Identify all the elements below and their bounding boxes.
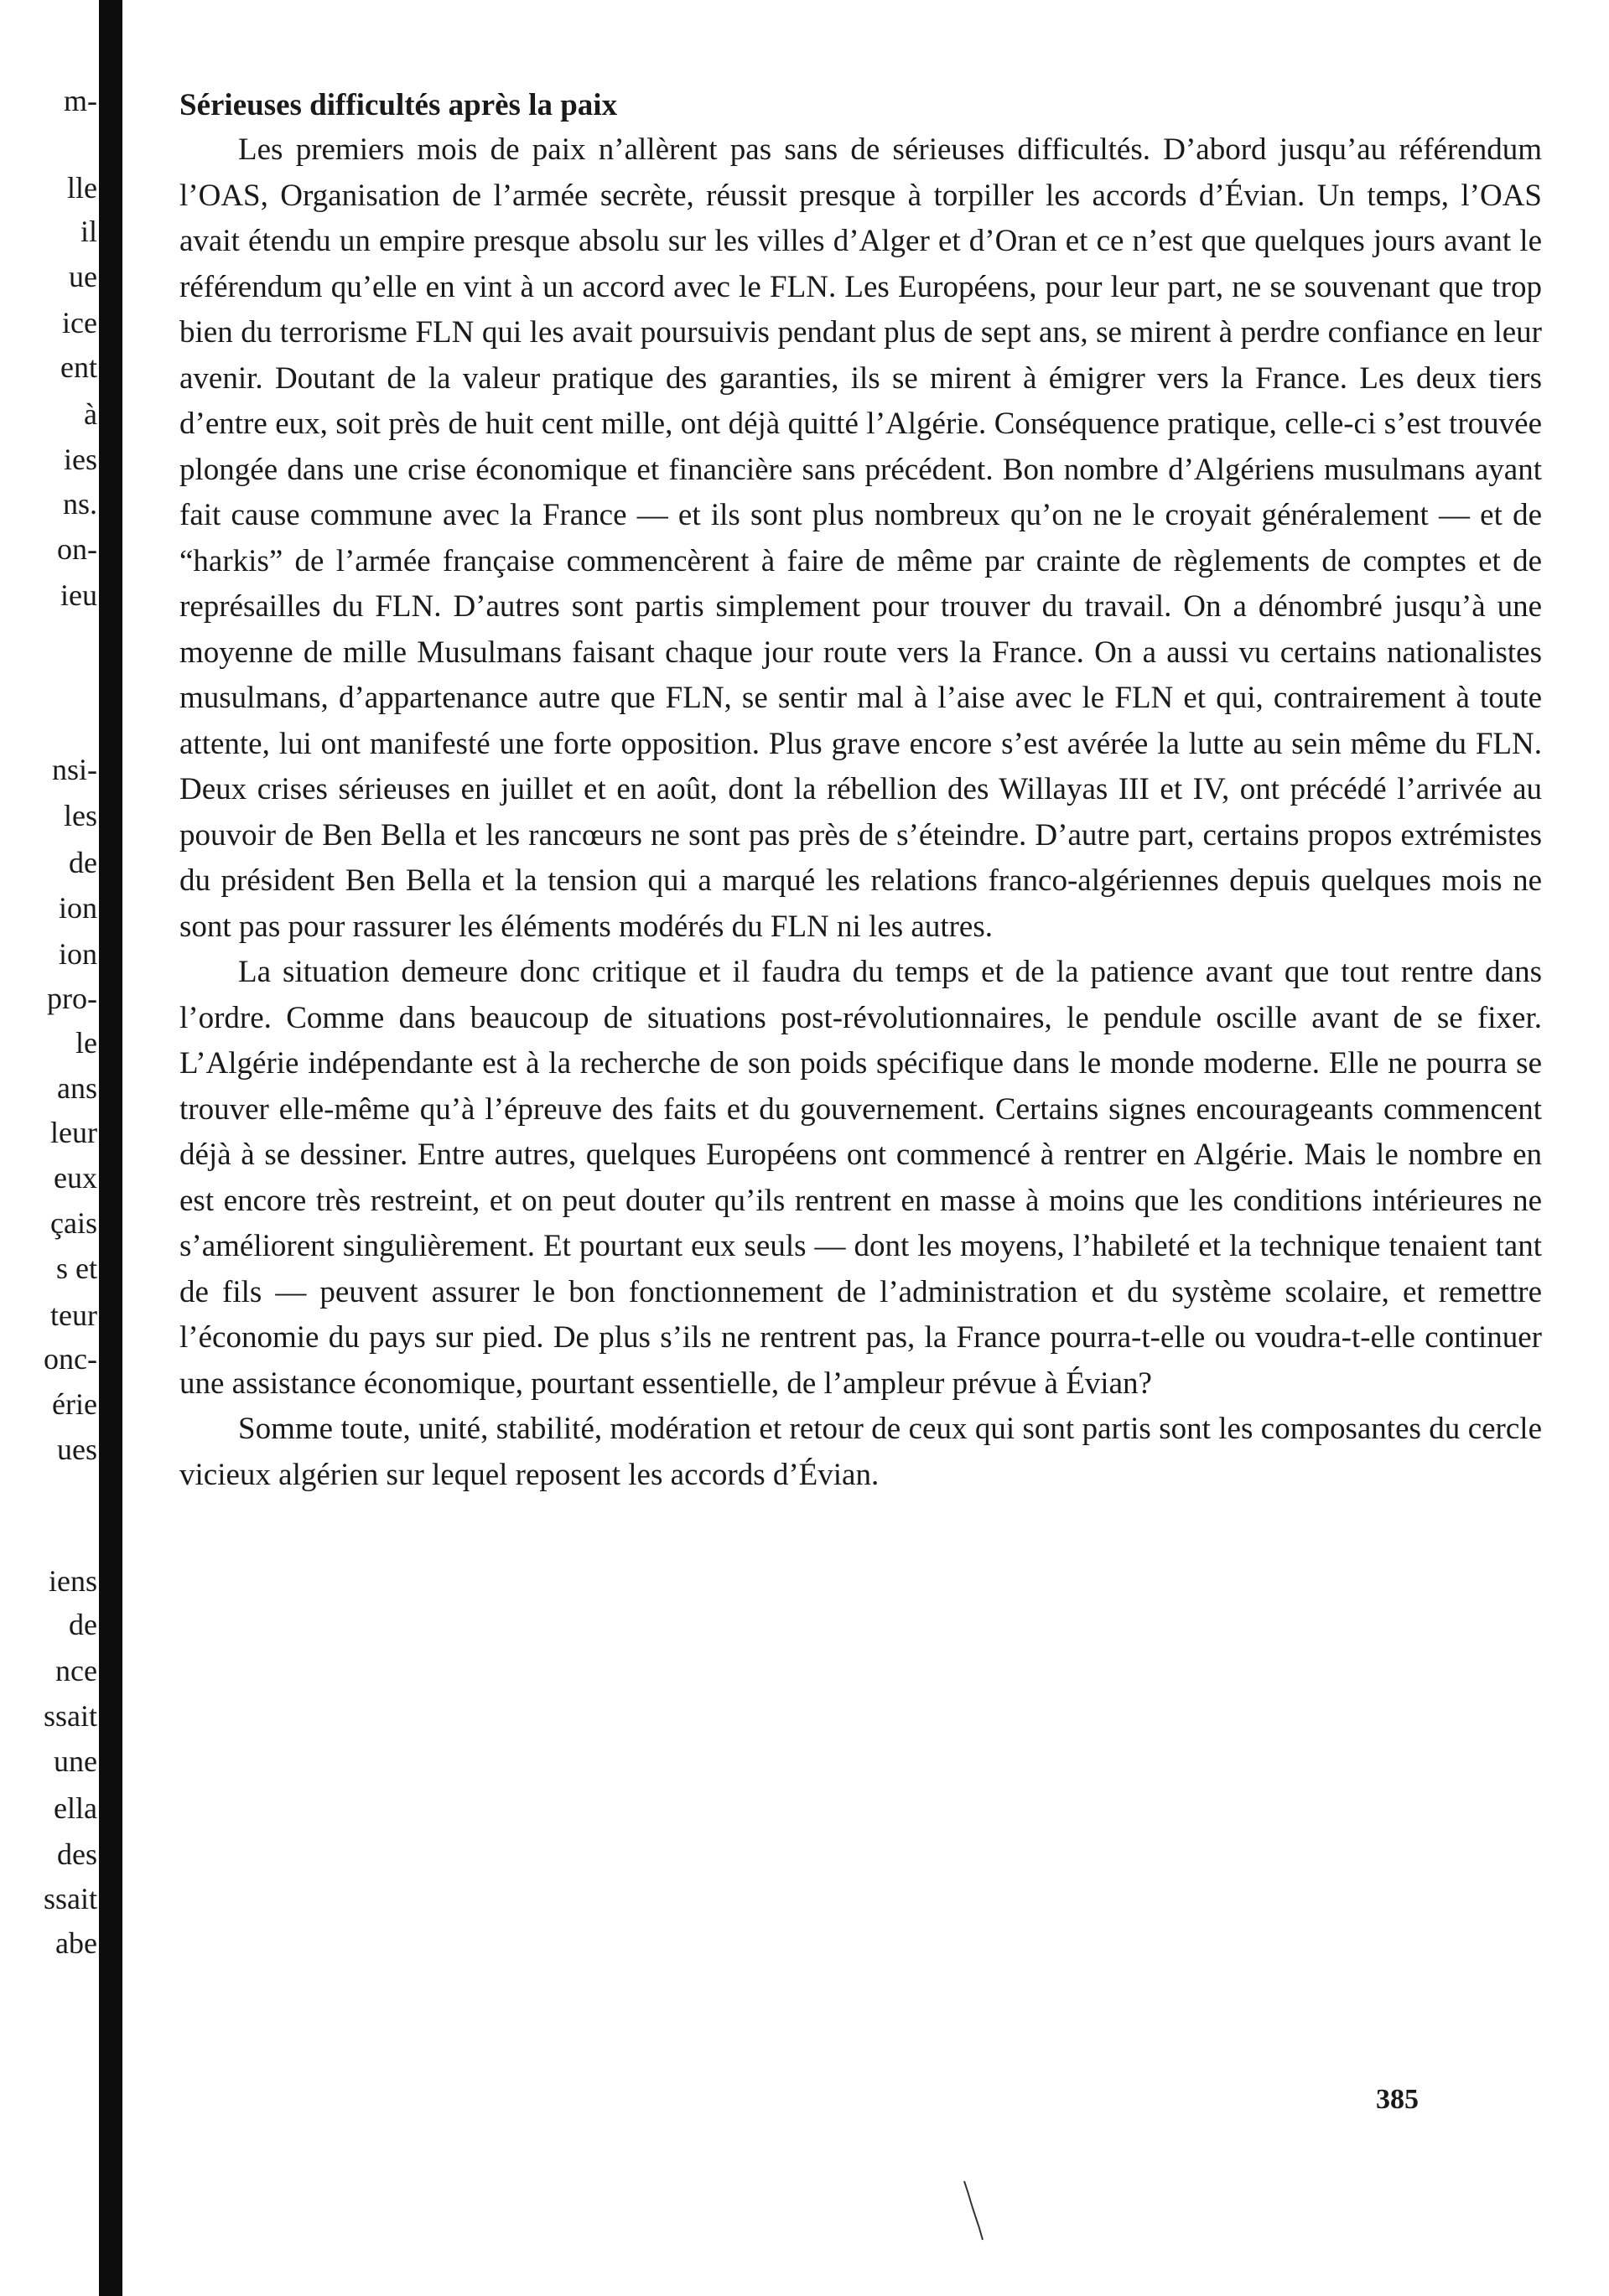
margin-fragment: onc- — [44, 1342, 97, 1376]
margin-fragment: ent — [60, 350, 97, 384]
margin-fragment: érie — [52, 1387, 97, 1421]
margin-fragment: il — [80, 215, 97, 248]
margin-fragment: iens — [49, 1564, 97, 1598]
page-number: 385 — [1376, 2084, 1419, 2115]
margin-fragment: on- — [57, 532, 97, 566]
previous-page-edge — [0, 0, 99, 2296]
margin-fragment: ieu — [60, 578, 97, 612]
margin-fragment: des — [57, 1837, 97, 1871]
margin-fragment: ns. — [62, 487, 97, 521]
margin-fragment: pro- — [47, 982, 97, 1015]
margin-fragment: lle — [67, 171, 97, 205]
paragraph-1: Les premiers mois de paix n’allèrent pas sans de sérieuses difficultés. D’abord jusqu’au référendum l’OAS, Organisation de l’armée secrète, réussit presque à torpiller les accords d’Évian. Un temps, l’OAS avait étendu un empire presque absolu sur les villes d’Alger et d’Oran et ce n’est que quelques jours avant le référendum qu’elle en vint à un accord avec le FLN. Les Européens, pour leur part, ne se souvenant que trop bien du terrorisme FLN qui les avait poursuivis pendant plus de sept ans, se mirent à perdre confiance en leur avenir. Doutant de la valeur pratique des garanties, ils se mirent à émigrer vers la France. Les deux tiers d’entre eux, soit près de huit cent mille, ont déjà quitté l’Algérie. Conséquence pratique, celle-ci s’est trouvée plongée dans une crise économique et financière sans précédent. Bon nombre d’Algériens musulmans ayant fait cause commune avec la France — et ils sont plus nombreux qu’on ne le croyait généralement — et de “harkis” de l’armée française commencèrent à faire de même par crainte de règlements de comptes et de représailles du FLN. D’autres sont partis simplement pour trouver du travail. On a dénombré jusqu’à une moyenne de mille Musulmans faisant chaque jour route vers la France. On a aussi vu certains nationalistes musulmans, d’appartenance autre que FLN, se sentir mal à l’aise avec le FLN et qui, contrairement à toute attente, lui ont manifesté une forte opposition. Plus grave encore s’est avérée la lutte au sein même du FLN. Deux crises sérieuses en juillet et en août, dont la rébellion des Willayas III et IV, ont précédé l’arrivée au pouvoir de Ben Bella et les rancœurs ne sont pas près de s’éteindre. D’autre part, certains propos extrémistes du président Ben Bella et la tension qui a marqué les relations franco-algériennes depuis quelques mois ne sont pas pour rassurer les éléments modérés du FLN ni les autres. — [179, 132, 1542, 944]
page-body — [179, 84, 1542, 1498]
margin-fragment: teur — [50, 1298, 97, 1332]
margin-fragment: ssait — [43, 1699, 97, 1733]
margin-fragment: s et — [56, 1252, 97, 1285]
margin-fragment: de — [69, 846, 97, 879]
paragraph-3: Somme toute, unité, stabilité, modération et retour de ceux qui sont partis sont les composantes du cercle vicieux algérien sur lequel reposent les accords d’Évian. — [179, 1412, 1542, 1492]
margin-fragment: eux — [54, 1161, 97, 1195]
margin-fragment: nce — [55, 1654, 97, 1687]
margin-fragment: ue — [69, 260, 97, 293]
margin-fragment: les — [64, 799, 97, 832]
margin-fragment: ssait — [43, 1882, 97, 1915]
margin-fragment: ion — [58, 937, 97, 971]
margin-fragment: une — [54, 1744, 97, 1778]
margin-fragment: le — [75, 1026, 97, 1060]
margin-fragment: ues — [57, 1433, 97, 1466]
paragraph-2: La situation demeure donc critique et il faudra du temps et de la patience avant que tout rentre dans l’ordre. Comme dans beaucoup de situations post-révolutionnaires, le pendule oscille avant de se fixer. L’Algérie indépendante est à la recherche de son poids spécifique dans le monde moderne. Elle ne pourra se trouver elle-même qu’à l’épreuve des faits et du gouvernement. Certains signes encourageants commencent déjà à se dessiner. Entre autres, quelques Européens ont commencé à rentrer en Algérie. Mais le nombre en est encore très restreint, et on peut douter qu’ils rentrent en masse à moins que les conditions intérieures ne s’améliorent singulièrement. Et pourtant eux seuls — dont les moyens, l’habileté et la technique tenaient tant de fils — peuvent assurer le bon fonctionnement de l’administration et du système scolaire, et remettre l’économie du pays sur pied. De plus s’ils ne rentrent pas, la France pourra-t-elle ou voudra-t-elle continuer une assistance économique, pourtant essentielle, de l’ampleur prévue à Évian? — [179, 955, 1542, 1401]
margin-fragment: abe — [55, 1926, 97, 1960]
section-heading: Sérieuses difficultés après la paix — [179, 88, 618, 122]
pen-stroke-mark — [961, 2179, 986, 2242]
book-page — [122, 0, 1609, 2296]
margin-fragment: ies — [64, 443, 97, 476]
previous-page-text-fragments — [2, 0, 97, 2296]
book-gutter-shadow — [99, 0, 122, 2296]
margin-fragment: ion — [58, 891, 97, 925]
margin-fragment: leur — [50, 1116, 97, 1149]
margin-fragment: m- — [64, 84, 97, 117]
margin-fragment: nsi- — [52, 753, 97, 786]
margin-fragment: ella — [54, 1791, 97, 1825]
margin-fragment: à — [84, 397, 97, 431]
margin-fragment: çais — [50, 1206, 97, 1240]
margin-fragment: ans — [57, 1071, 97, 1105]
margin-fragment: de — [69, 1608, 97, 1641]
margin-fragment: ice — [62, 306, 97, 339]
